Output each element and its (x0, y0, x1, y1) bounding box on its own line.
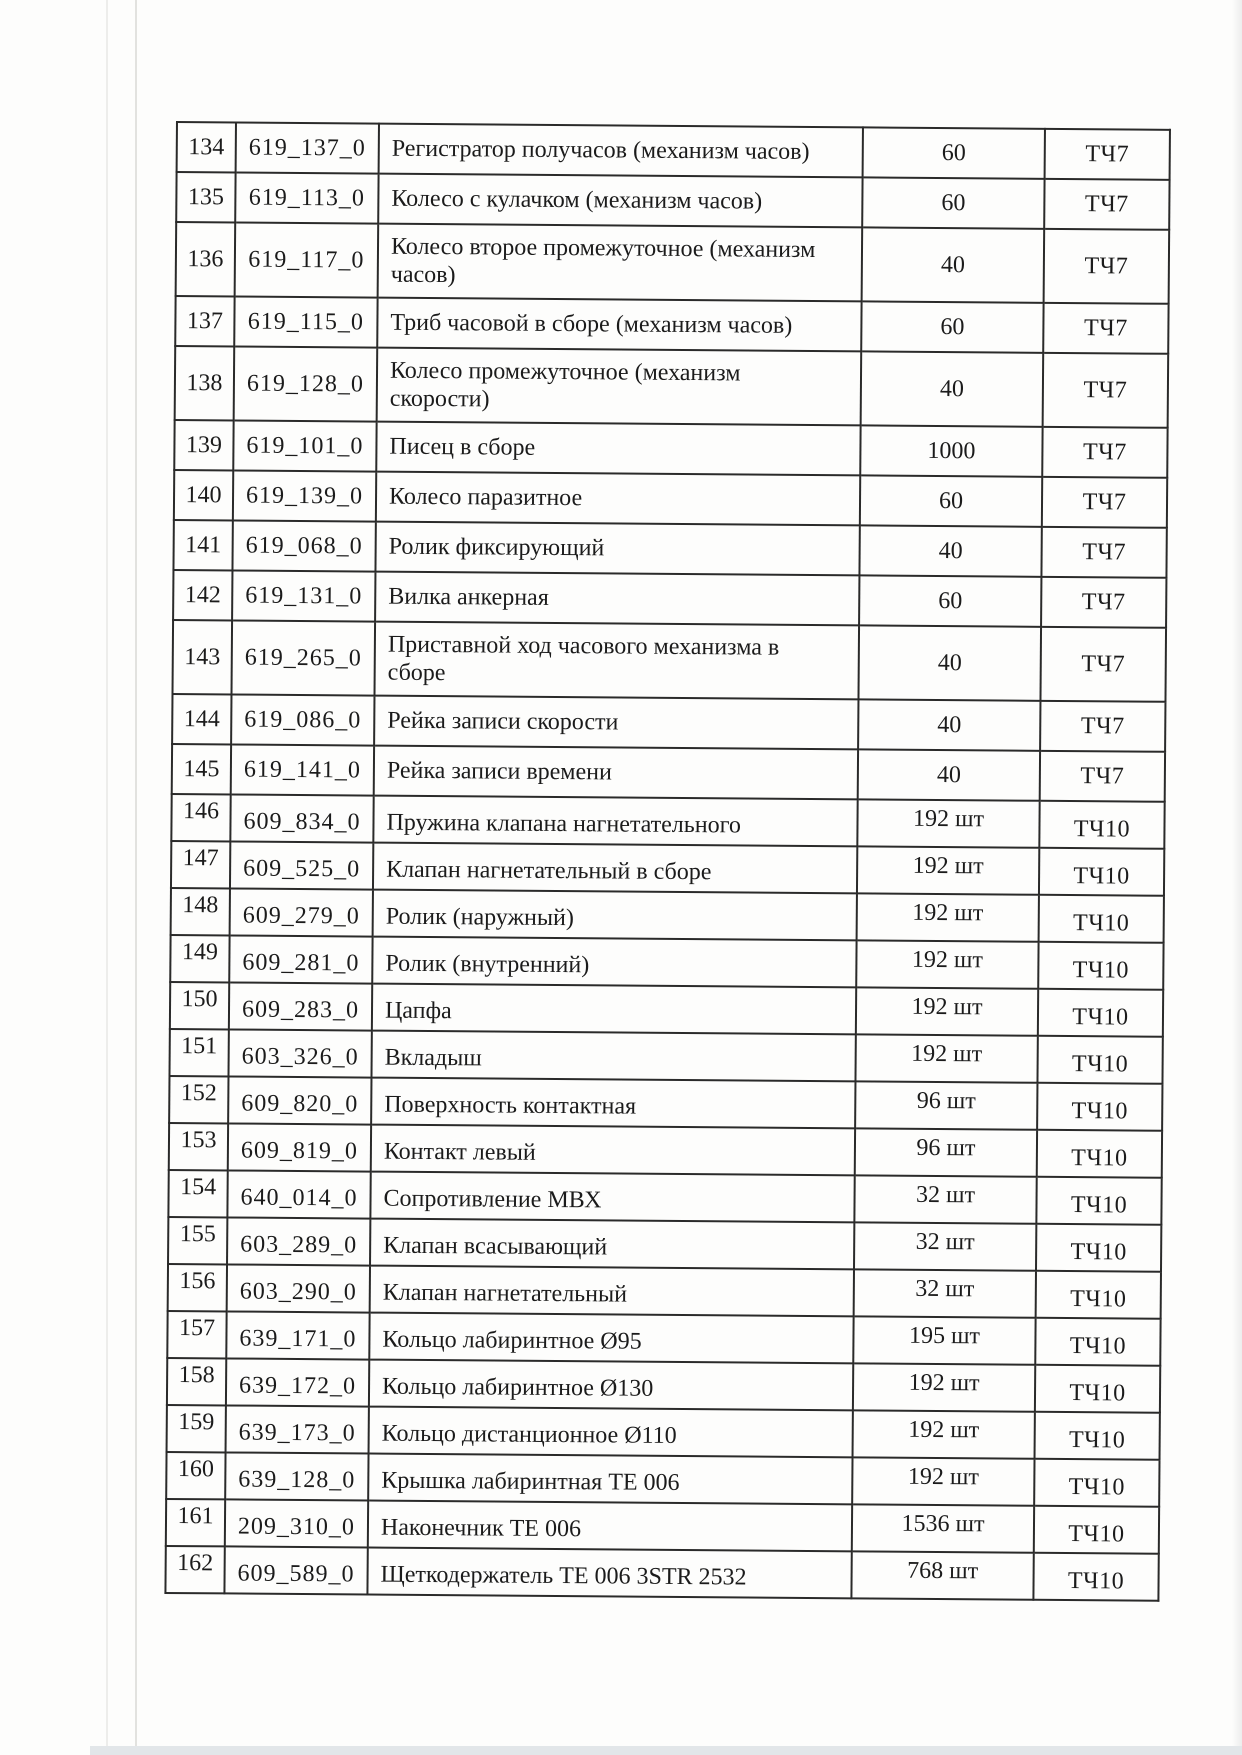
description-cell: Крышка лабиринтная ТЕ 006 (368, 1454, 852, 1505)
table-row (174, 470, 1167, 528)
quantity-cell: 1536 шт (852, 1504, 1034, 1552)
workshop-code-cell: ТЧ10 (1036, 1177, 1161, 1225)
table-row (166, 1499, 1159, 1554)
quantity-cell: 40 (862, 227, 1045, 302)
row-number-cell: 147 (171, 841, 230, 888)
table-row (167, 1358, 1160, 1413)
row-number-cell: 139 (174, 420, 233, 470)
table-row (167, 1405, 1160, 1460)
description-cell: Писец в сборе (376, 422, 860, 476)
description-cell: Цапфа (372, 984, 856, 1035)
row-number-cell: 141 (173, 520, 232, 570)
row-number-cell: 161 (166, 1499, 225, 1546)
row-number-cell: 156 (168, 1264, 227, 1311)
workshop-code-cell: ТЧ7 (1040, 627, 1166, 702)
table-row (173, 570, 1166, 628)
part-code-cell: 609_820_0 (228, 1076, 371, 1124)
workshop-code-cell: ТЧ10 (1034, 1459, 1159, 1507)
quantity-cell: 192 шт (852, 1457, 1034, 1505)
description-cell: Пружина клапана нагнетательного (373, 796, 857, 847)
parts-table-body (165, 122, 1170, 1601)
table-row (173, 520, 1166, 578)
workshop-code-cell: ТЧ10 (1038, 942, 1163, 990)
description-cell: Вкладыш (371, 1031, 855, 1082)
row-number-cell: 140 (174, 470, 233, 520)
workshop-code-cell: ТЧ10 (1037, 1083, 1162, 1131)
part-code-cell: 619_128_0 (234, 346, 378, 421)
row-number-cell: 137 (175, 296, 234, 346)
part-code-cell: 603_289_0 (227, 1217, 370, 1265)
quantity-cell: 40 (858, 699, 1040, 750)
part-code-cell: 619_086_0 (231, 694, 374, 745)
quantity-cell: 192 шт (856, 940, 1038, 988)
description-cell: Наконечник ТЕ 006 (368, 1501, 852, 1552)
quantity-cell: 40 (858, 749, 1040, 800)
table-row (176, 222, 1170, 304)
part-code-cell: 619_113_0 (235, 172, 378, 223)
description-cell: Ролик (внутренний) (372, 937, 856, 988)
description-cell: Приставной ход часового механизма в сборе (374, 622, 859, 700)
workshop-code-cell: ТЧ7 (1043, 303, 1168, 354)
part-code-cell: 619_265_0 (231, 620, 375, 695)
part-code-cell: 639_173_0 (226, 1405, 369, 1453)
quantity-cell: 192 шт (853, 1363, 1035, 1411)
workshop-code-cell: ТЧ10 (1035, 1412, 1160, 1460)
row-number-cell: 153 (169, 1123, 228, 1170)
quantity-cell: 32 шт (854, 1175, 1036, 1223)
quantity-cell: 768 шт (851, 1551, 1033, 1599)
part-code-cell: 639_128_0 (225, 1452, 368, 1500)
description-cell: Триб часовой в сборе (механизм часов) (377, 298, 861, 352)
description-cell: Колесо паразитное (376, 472, 860, 526)
part-code-cell: 639_172_0 (226, 1358, 369, 1406)
workshop-code-cell: ТЧ10 (1036, 1224, 1161, 1272)
row-number-cell: 148 (171, 888, 230, 935)
row-number-cell: 160 (166, 1452, 225, 1499)
quantity-cell: 192 шт (857, 846, 1039, 894)
row-number-cell: 158 (167, 1358, 226, 1405)
quantity-cell: 60 (860, 475, 1042, 526)
description-cell: Рейка записи времени (374, 746, 858, 800)
scan-crease-line-inner (135, 0, 137, 1755)
workshop-code-cell: ТЧ7 (1040, 751, 1165, 802)
parts-table-wrap (164, 121, 1171, 1602)
workshop-code-cell: ТЧ10 (1033, 1553, 1158, 1601)
part-code-cell: 619_139_0 (233, 470, 376, 521)
quantity-cell: 192 шт (856, 987, 1038, 1035)
quantity-cell: 32 шт (854, 1222, 1036, 1270)
workshop-code-cell: ТЧ7 (1042, 477, 1167, 528)
part-code-cell: 619_137_0 (236, 122, 379, 173)
part-code-cell: 619_068_0 (232, 520, 375, 571)
workshop-code-cell: ТЧ10 (1034, 1506, 1159, 1554)
table-row (175, 296, 1168, 354)
row-number-cell: 162 (165, 1546, 224, 1593)
description-cell: Колесо второе промежуточное (механизм часов) (378, 224, 863, 302)
part-code-cell: 639_171_0 (226, 1311, 369, 1359)
description-cell: Регистратор получасов (механизм часов) (379, 124, 863, 178)
workshop-code-cell: ТЧ7 (1044, 229, 1170, 304)
table-row (171, 794, 1164, 849)
table-row (172, 744, 1165, 802)
row-number-cell: 152 (169, 1076, 228, 1123)
quantity-cell: 60 (859, 575, 1041, 626)
description-cell: Колесо с кулачком (механизм часов) (378, 174, 862, 228)
row-number-cell: 135 (176, 172, 235, 222)
scan-crease-line-left (106, 0, 108, 1755)
part-code-cell: 603_326_0 (228, 1029, 371, 1077)
quantity-cell: 60 (861, 301, 1043, 352)
workshop-code-cell: ТЧ10 (1039, 801, 1164, 849)
workshop-code-cell: ТЧ10 (1038, 989, 1163, 1037)
workshop-code-cell: ТЧ7 (1040, 701, 1165, 752)
row-number-cell: 138 (175, 346, 235, 420)
part-code-cell: 619_117_0 (235, 222, 379, 297)
table-row (168, 1170, 1161, 1225)
workshop-code-cell: ТЧ10 (1039, 848, 1164, 896)
description-cell: Сопротивление МВХ (370, 1172, 854, 1223)
table-row (171, 841, 1164, 896)
workshop-code-cell: ТЧ10 (1035, 1318, 1160, 1366)
row-number-cell: 134 (177, 122, 236, 172)
row-number-cell: 155 (168, 1217, 227, 1264)
description-cell: Ролик (наружный) (373, 890, 857, 941)
quantity-cell: 192 шт (857, 893, 1039, 941)
table-row (172, 694, 1165, 752)
row-number-cell: 145 (172, 744, 231, 794)
workshop-code-cell: ТЧ7 (1043, 353, 1169, 428)
quantity-cell: 40 (859, 525, 1041, 576)
workshop-code-cell: ТЧ10 (1036, 1271, 1161, 1319)
part-code-cell: 603_290_0 (227, 1264, 370, 1312)
description-cell: Ролик фиксирующий (375, 522, 859, 576)
table-row (176, 172, 1169, 230)
description-cell: Контакт левый (371, 1125, 855, 1176)
part-code-cell: 619_131_0 (232, 570, 375, 621)
parts-table (164, 121, 1171, 1602)
part-code-cell: 640_014_0 (227, 1170, 370, 1218)
description-cell: Клапан нагнетательный в сборе (373, 843, 857, 894)
row-number-cell: 151 (169, 1029, 228, 1076)
row-number-cell: 144 (172, 694, 231, 744)
table-row (166, 1452, 1159, 1507)
description-cell: Щеткодержатель ТЕ 006 3STR 2532 (367, 1548, 851, 1599)
scan-edge-shadow-bottom (90, 1746, 1242, 1755)
part-code-cell: 609_819_0 (228, 1123, 371, 1171)
part-code-cell: 609_283_0 (229, 982, 372, 1030)
workshop-code-cell: ТЧ7 (1042, 427, 1167, 478)
table-row (169, 1123, 1162, 1178)
quantity-cell: 195 шт (853, 1316, 1035, 1364)
row-number-cell: 143 (172, 620, 232, 694)
row-number-cell: 150 (170, 982, 229, 1029)
quantity-cell: 40 (858, 625, 1041, 700)
table-row (168, 1264, 1161, 1319)
quantity-cell: 192 шт (853, 1410, 1035, 1458)
row-number-cell: 136 (176, 222, 236, 296)
table-row (172, 620, 1166, 702)
part-code-cell: 619_115_0 (234, 296, 377, 347)
table-row (175, 346, 1169, 428)
row-number-cell: 146 (171, 794, 230, 841)
quantity-cell: 192 шт (857, 799, 1039, 847)
table-row (174, 420, 1167, 478)
quantity-cell: 1000 (860, 425, 1042, 476)
table-row (170, 982, 1163, 1037)
row-number-cell: 159 (167, 1405, 226, 1452)
description-cell: Поверхность контактная (371, 1078, 855, 1129)
row-number-cell: 142 (173, 570, 232, 620)
table-row (168, 1217, 1161, 1272)
quantity-cell: 96 шт (855, 1128, 1037, 1176)
workshop-code-cell: ТЧ7 (1045, 129, 1170, 180)
description-cell: Кольцо дистанционное Ø110 (369, 1407, 853, 1458)
description-cell: Рейка записи скорости (374, 696, 858, 750)
part-code-cell: 209_310_0 (225, 1499, 368, 1547)
row-number-cell: 149 (170, 935, 229, 982)
quantity-cell: 60 (863, 127, 1045, 178)
part-code-cell: 609_589_0 (224, 1546, 367, 1594)
table-row (170, 935, 1163, 990)
description-cell: Клапан нагнетательный (370, 1266, 854, 1317)
description-cell: Вилка анкерная (375, 572, 859, 626)
table-row (171, 888, 1164, 943)
workshop-code-cell: ТЧ10 (1037, 1130, 1162, 1178)
row-number-cell: 157 (167, 1311, 226, 1358)
quantity-cell: 32 шт (854, 1269, 1036, 1317)
description-cell: Кольцо лабиринтное Ø95 (369, 1313, 853, 1364)
workshop-code-cell: ТЧ10 (1035, 1365, 1160, 1413)
table-row (177, 122, 1170, 180)
quantity-cell: 40 (861, 351, 1044, 426)
part-code-cell: 609_279_0 (230, 888, 373, 936)
part-code-cell: 609_834_0 (230, 794, 373, 842)
table-row (165, 1546, 1158, 1601)
quantity-cell: 192 шт (855, 1034, 1037, 1082)
part-code-cell: 609_281_0 (229, 935, 372, 983)
table-row (169, 1076, 1162, 1131)
workshop-code-cell: ТЧ10 (1037, 1036, 1162, 1084)
table-row (167, 1311, 1160, 1366)
quantity-cell: 60 (862, 177, 1044, 228)
workshop-code-cell: ТЧ7 (1041, 577, 1166, 628)
scan-edge-shadow-right (1232, 0, 1242, 1755)
description-cell: Клапан всасывающий (370, 1219, 854, 1270)
part-code-cell: 609_525_0 (230, 841, 373, 889)
workshop-code-cell: ТЧ7 (1041, 527, 1166, 578)
description-cell: Кольцо лабиринтное Ø130 (369, 1360, 853, 1411)
quantity-cell: 96 шт (855, 1081, 1037, 1129)
part-code-cell: 619_141_0 (231, 744, 374, 795)
description-cell: Колесо промежуточное (механизм скорости) (377, 348, 862, 426)
table-row (169, 1029, 1162, 1084)
part-code-cell: 619_101_0 (233, 420, 376, 471)
workshop-code-cell: ТЧ10 (1039, 895, 1164, 943)
row-number-cell: 154 (168, 1170, 227, 1217)
workshop-code-cell: ТЧ7 (1044, 179, 1169, 230)
